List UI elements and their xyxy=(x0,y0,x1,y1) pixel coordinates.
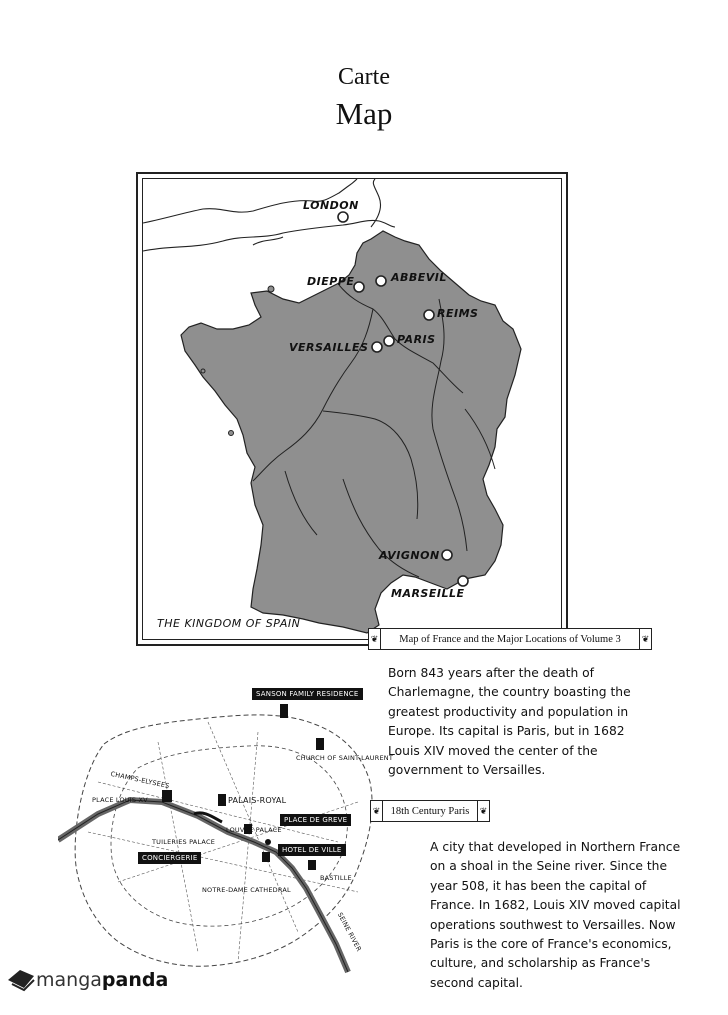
label-church-saint-laurent: CHURCH OF SAINT-LAURENT xyxy=(296,754,394,762)
marker-dieppe xyxy=(354,282,364,292)
marker-reims xyxy=(424,310,434,320)
france-map-caption xyxy=(368,628,652,650)
watermark-logo xyxy=(6,966,168,994)
city-label-london: LONDON xyxy=(303,199,359,212)
label-notre-dame: NOTRE-DAME CATHEDRAL xyxy=(202,886,291,894)
france-description: Born 843 years after the death of Charlemagne, the country boasting the greatest productivity and population in Europe. Its capital is Paris, but in 1682 Louis XIV moved the center of the government to Versailles. xyxy=(388,666,631,778)
label-seine-river: SEINE RIVER xyxy=(335,911,364,953)
city-label-dieppe: DIEPPE xyxy=(307,275,355,288)
marker-avignon xyxy=(442,550,452,560)
marker-abbevil xyxy=(376,276,386,286)
panda-logo-icon xyxy=(6,966,36,994)
paris-map-graphic xyxy=(58,682,378,982)
city-label-paris: PARIS xyxy=(397,333,436,346)
paris-map xyxy=(58,682,394,982)
label-place-louis-xv: PLACE LOUIS XV xyxy=(92,796,148,804)
label-hotel-de-ville: HOTEL DE VILLE xyxy=(278,844,346,856)
marker-london xyxy=(338,212,348,222)
city-label-reims: REIMS xyxy=(437,307,479,320)
marker-marseille xyxy=(458,576,468,586)
label-palais-royal: PALAIS-ROYAL xyxy=(228,796,287,805)
france-map-caption-text: Map of France and the Major Locations of Volume 3 xyxy=(399,633,621,645)
label-louvre-palace: LOUVRE PALACE xyxy=(226,826,282,834)
marker-paris xyxy=(384,336,394,346)
label-place-de-greve: PLACE DE GREVE xyxy=(280,814,351,826)
france-map-graphic xyxy=(143,179,562,640)
label-tuileries-palace: TUILERIES PALACE xyxy=(152,838,216,846)
scroll-left-icon: ❦ xyxy=(369,629,381,649)
title-french: Carte xyxy=(338,64,390,90)
city-label-versailles: VERSAILLES xyxy=(289,341,369,354)
label-sanson-residence: SANSON FAMILY RESIDENCE xyxy=(252,688,363,700)
logo-text-panda: panda xyxy=(101,969,169,991)
label-conciergerie: CONCIERGERIE xyxy=(138,852,201,864)
scroll-right-icon: ❦ xyxy=(639,629,651,649)
paris-map-caption-text: 18th Century Paris xyxy=(390,805,470,817)
logo-text-manga: manga xyxy=(36,969,102,991)
city-label-abbevil: ABBEVIL xyxy=(391,271,447,284)
scroll-left-icon: ❦ xyxy=(371,801,383,821)
label-champs-elysees: CHAMPS-ELYSEES xyxy=(109,769,171,791)
paris-map-caption xyxy=(370,800,490,822)
label-bastille: BASTILLE xyxy=(320,874,352,882)
paris-description: A city that developed in Northern France on a shoal in the Seine river. Since the year 508, it has been the capital of France. In 1682, Louis XIV moved capital operations southwest to Versailles. Now Paris is the core of France's economics, culture, and scholarship as France's second capital. xyxy=(430,840,681,990)
city-label-marseille: MARSEILLE xyxy=(391,587,465,600)
city-label-avignon: AVIGNON xyxy=(379,549,440,562)
title-english: Map xyxy=(335,96,393,131)
france-map xyxy=(136,172,568,646)
scroll-right-icon: ❦ xyxy=(477,801,489,821)
france-map-inner xyxy=(142,178,562,640)
marker-versailles xyxy=(372,342,382,352)
region-label-spain: THE KINGDOM OF SPAIN xyxy=(157,617,301,630)
